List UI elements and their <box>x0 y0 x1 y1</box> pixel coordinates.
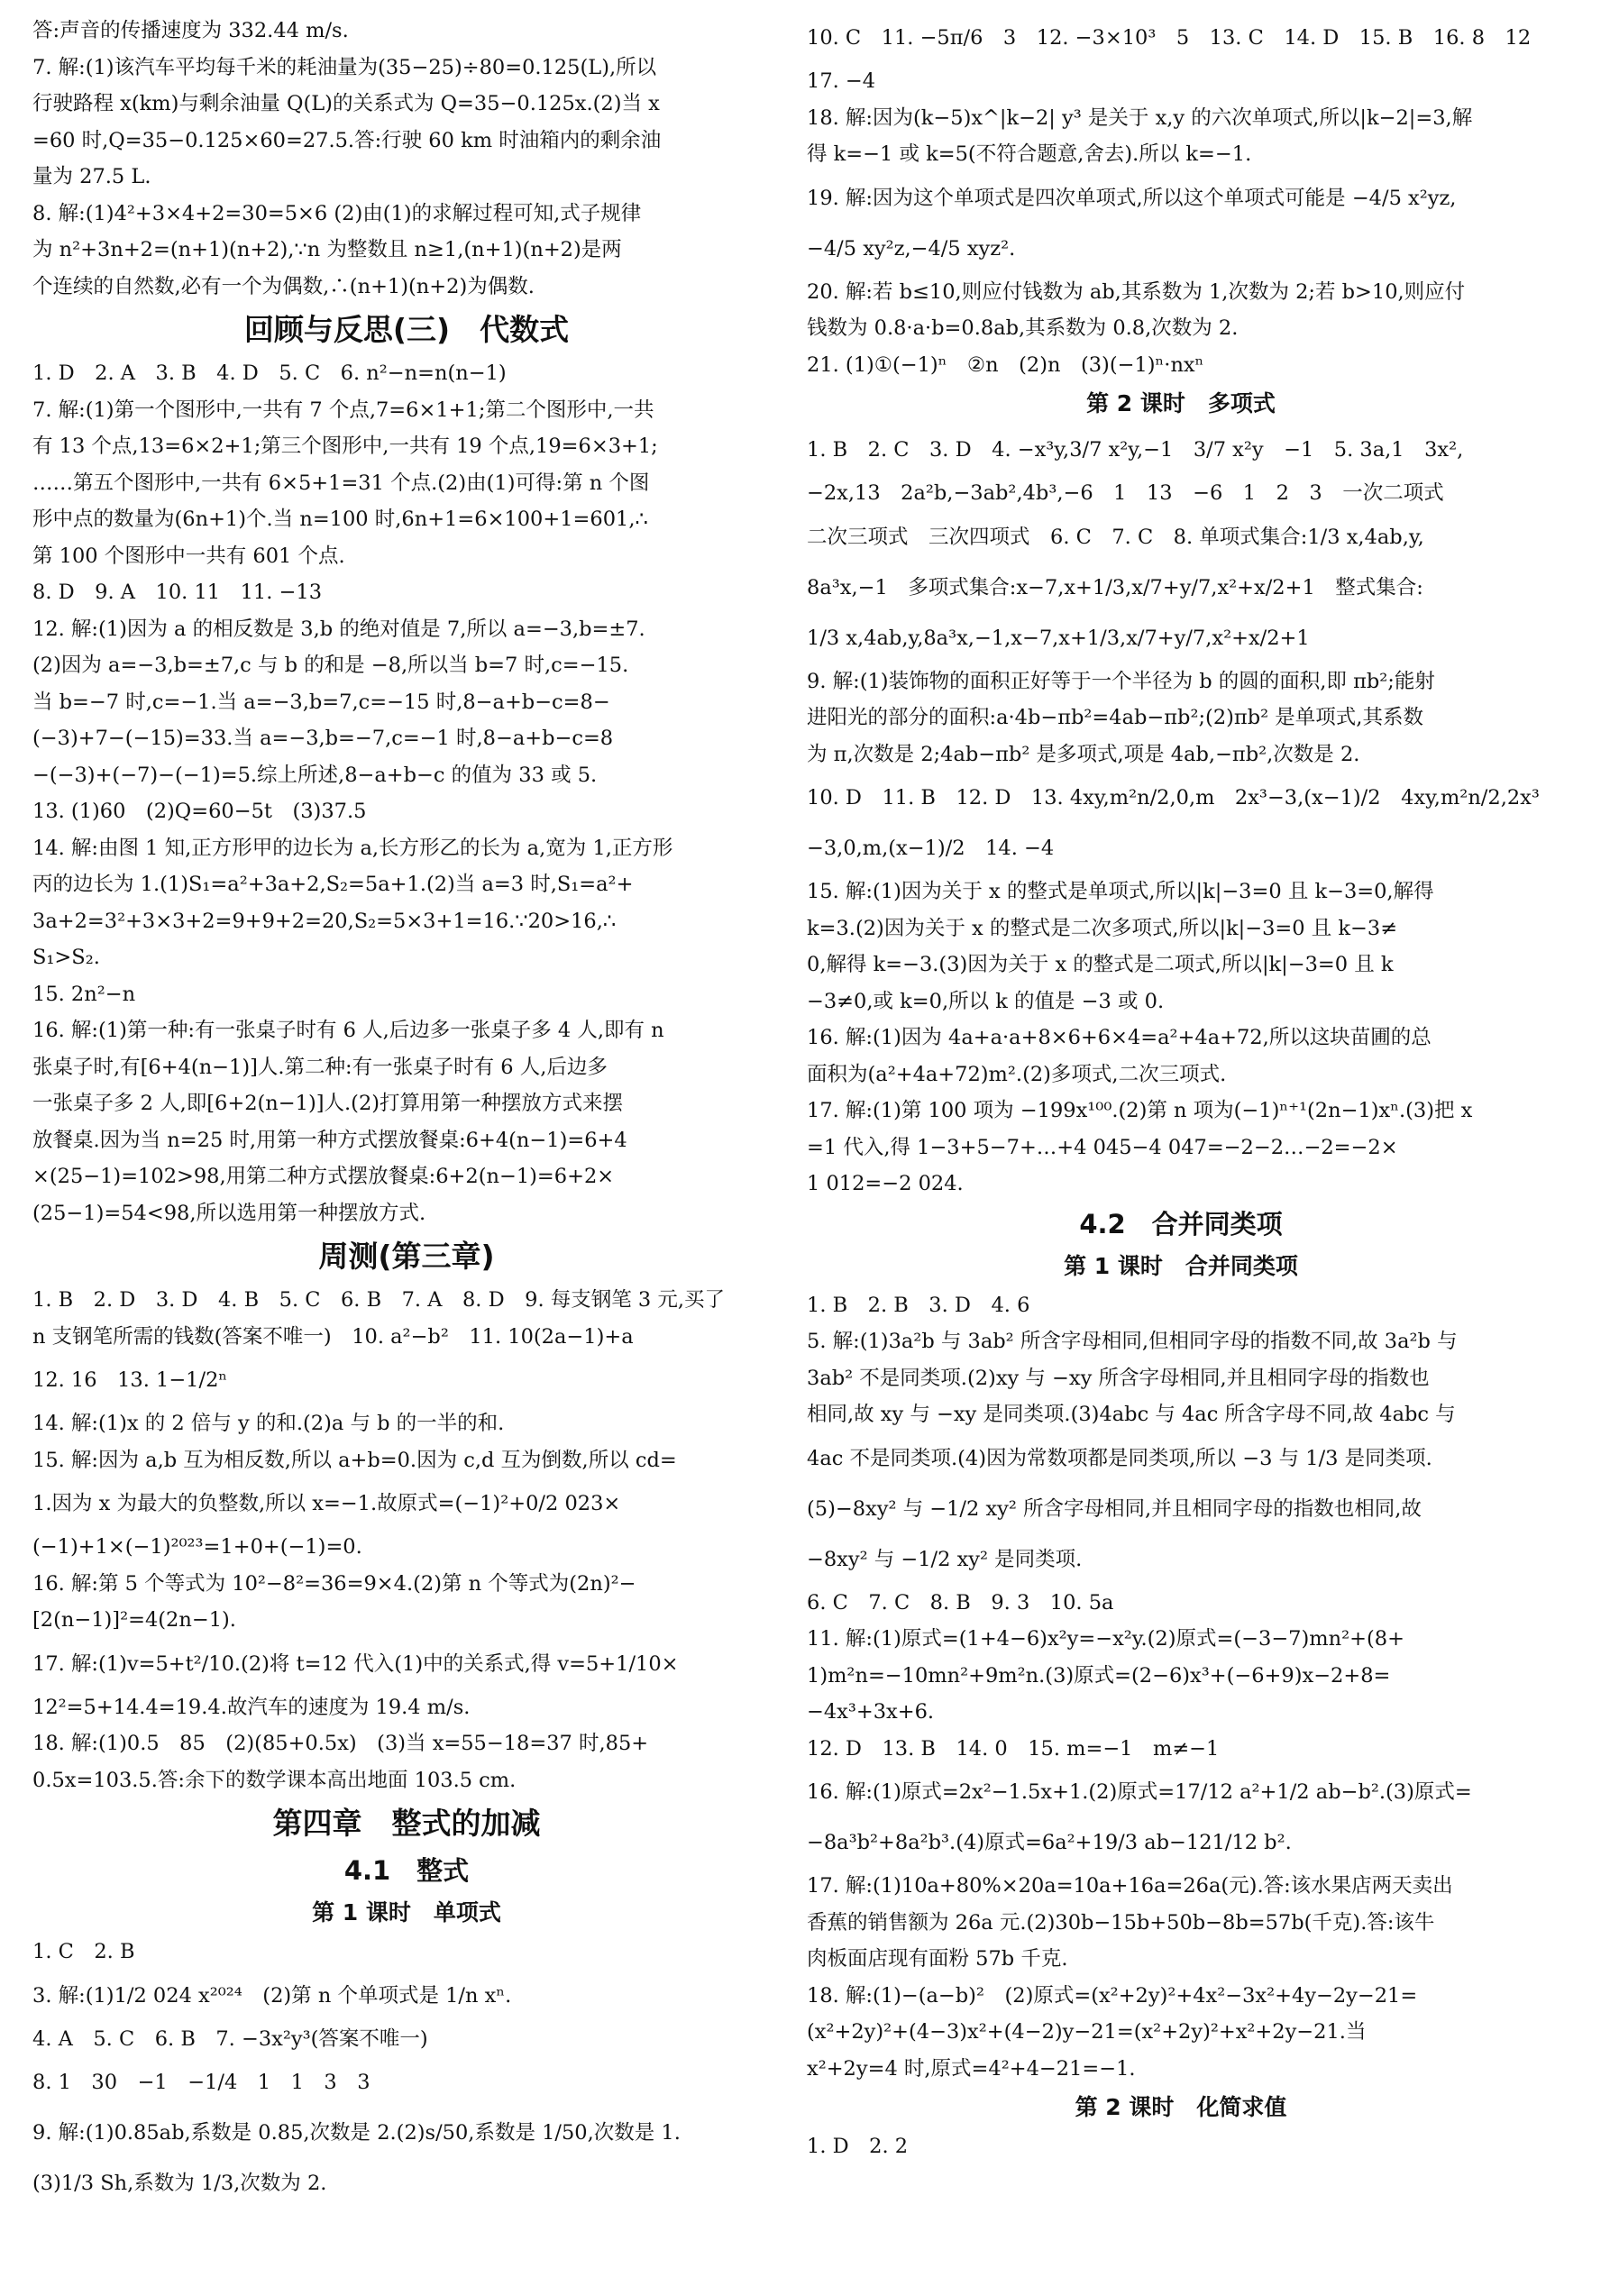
answer-line: 18. 解:(1)−(a−b)² (2)原式=(x²+2y)²+4x²−3x²+4y−2y−21= <box>807 1983 1418 2008</box>
answer-line: 9. 解:(1)装饰物的面积正好等于一个半径为 b 的圆的面积,即 πb²;能射 <box>807 669 1435 693</box>
answer-line: 12²=5+14.4=19.4.故汽车的速度为 19.4 m/s. <box>32 1695 471 1719</box>
answer-line: 17. 解:(1)第 100 项为 −199x¹⁰⁰.(2)第 n 项为(−1)ⁿ⁺¹(2n−1)xⁿ.(3)把 x <box>807 1099 1473 1122</box>
answer-line: 1. D 2. A 3. B 4. D 5. C 6. n²−n=n(n−1) <box>32 361 507 385</box>
answer-line: 钱数为 0.8·a·b=0.8ab,其系数为 0.8,次数为 2. <box>807 316 1239 340</box>
answer-line: 当 b=−7 时,c=−1.当 a=−3,b=7,c=−15 时,8−a+b−c=8− <box>32 690 610 714</box>
answer-line: 1)m²n=−10mn²+9m²n.(3)原式=(2−6)x³+(−6+9)x−2+8= <box>807 1663 1391 1688</box>
answer-line: 为 π,次数是 2;4ab−πb² 是多项式,项是 4ab,−πb²,次数是 2. <box>807 742 1360 766</box>
answer-line: 3. 解:(1)1/2 024 x²⁰²⁴ (2)第 n 个单项式是 1/n xⁿ. <box>32 1983 512 2008</box>
answer-line: 8. D 9. A 10. 11 11. −13 <box>32 581 323 604</box>
answer-line: 12. 16 13. 1−1/2ⁿ <box>32 1368 228 1392</box>
answer-line: 4ac 不是同类项.(4)因为常数项都是同类项,所以 −3 与 1/3 是同类项. <box>807 1446 1432 1470</box>
lesson-heading: 第 1 课时 单项式 <box>312 1899 501 1926</box>
answer-line: 21. (1)①(−1)ⁿ ②n (2)n (3)(−1)ⁿ·nxⁿ <box>807 352 1204 377</box>
answer-line: 12. D 13. B 14. 0 15. m=−1 m≠−1 <box>807 1736 1220 1761</box>
answer-line: ……第五个图形中,一共有 6×5+1=31 个点.(2)由(1)可得:第 n 个图 <box>32 471 650 495</box>
answer-line: (25−1)=54<98,所以选用第一种摆放方式. <box>32 1201 426 1225</box>
lesson-heading: 第 1 课时 合并同类项 <box>1064 1252 1298 1279</box>
answer-line: 3a+2=3²+3×3+2=9+9+2=20,S₂=5×3+1=16.∵20>16,∴ <box>32 909 617 933</box>
answer-line: n 支钢笔所需的钱数(答案不唯一) 10. a²−b² 11. 10(2a−1)+a <box>32 1324 634 1349</box>
lesson-heading: 第 2 课时 多项式 <box>1086 390 1276 416</box>
answer-line: 1/3 x,4ab,y,8a³x,−1,x−7,x+1/3,x/7+y/7,x²+x/2+1 <box>807 626 1310 650</box>
answer-line: 8. 1 30 −1 −1/4 1 1 3 3 <box>32 2071 370 2094</box>
section-heading: 周测(第三章) <box>318 1239 495 1274</box>
answer-line: 16. 解:第 5 个等式为 10²−8²=36=9×4.(2)第 n 个等式为(2n)²− <box>32 1571 636 1596</box>
answer-line: −(−3)+(−7)−(−1)=5.综上所述,8−a+b−c 的值为 33 或 5. <box>32 763 598 787</box>
answer-line: 放餐桌.因为当 n=25 时,用第一种方式摆放餐桌:6+4(n−1)=6+4 <box>32 1128 627 1152</box>
answer-line: 1 012=−2 024. <box>807 1172 964 1195</box>
answer-line: 15. 解:因为 a,b 互为相反数,所以 a+b=0.因为 c,d 互为倒数,所以 cd= <box>32 1448 677 1472</box>
answer-line: 行驶路程 x(km)与剩余油量 Q(L)的关系式为 Q=35−0.125x.(2)当 x <box>32 92 660 115</box>
answer-line: ×(25−1)=102>98,用第二种方式摆放餐桌:6+2(n−1)=6+2× <box>32 1165 615 1188</box>
answer-line: 11. 解:(1)原式=(1+4−6)x²y=−x²y.(2)原式=(−3−7)mn²+(8+ <box>807 1627 1404 1651</box>
answer-line: =60 时,Q=35−0.125×60=27.5.答:行驶 60 km 时油箱内的剩余油 <box>32 128 662 152</box>
answer-line: 形中点的数量为(6n+1)个.当 n=100 时,6n+1=6×100+1=601,∴ <box>32 508 648 531</box>
answer-line: 量为 27.5 L. <box>32 165 151 188</box>
answer-line: 丙的边长为 1.(1)S₁=a²+3a+2,S₂=5a+1.(2)当 a=3 时,S₁=a²+ <box>32 873 634 896</box>
answer-line: −3,0,m,(x−1)/2 14. −4 <box>807 837 1055 860</box>
answer-line: (2)因为 a=−3,b=±7,c 与 b 的和是 −8,所以当 b=7 时,c=−15. <box>32 654 629 677</box>
answer-line: k=3.(2)因为关于 x 的整式是二次多项式,所以|k|−3=0 且 k−3≠ <box>807 916 1398 940</box>
answer-line: x²+2y=4 时,原式=4²+4−21=−1. <box>807 2056 1136 2081</box>
answer-line: =1 代入,得 1−3+5−7+…+4 045−4 047=−2−2…−2=−2× <box>807 1135 1398 1159</box>
answer-line: 12. 解:(1)因为 a 的相反数是 3,b 的绝对值是 7,所以 a=−3,b=±7. <box>32 617 645 641</box>
answer-line: 7. 解:(1)该汽车平均每千米的耗油量为(35−25)÷80=0.125(L),所以 <box>32 55 657 79</box>
right-column <box>807 13 1555 2165</box>
answer-line: −4x³+3x+6. <box>807 1700 935 1724</box>
answer-line: 15. 2n²−n <box>32 982 136 1006</box>
answer-line: 个连续的自然数,必有一个为偶数,∴(n+1)(n+2)为偶数. <box>32 274 535 298</box>
answer-line: 答:声音的传播速度为 332.44 m/s. <box>32 19 349 42</box>
answer-line: 5. 解:(1)3a²b 与 3ab² 所含字母相同,但相同字母的指数不同,故 3a²b 与 <box>807 1330 1458 1353</box>
answer-line: −2x,13 2a²b,−3ab²,4b³,−6 1 13 −6 1 2 3 一次二项式 <box>807 481 1444 505</box>
answer-line: 6. C 7. C 8. B 9. 3 10. 5a <box>807 1590 1114 1615</box>
answer-line: −8a³b²+8a²b³.(4)原式=6a²+19/3 ab−121/12 b². <box>807 1831 1292 1854</box>
answer-line: 17. −4 <box>807 69 876 93</box>
answer-line: 得 k=−1 或 k=5(不符合题意,舍去).所以 k=−1. <box>807 142 1252 166</box>
answer-line: 16. 解:(1)原式=2x²−1.5x+1.(2)原式=17/12 a²+1/2 ab−b².(3)原式= <box>807 1780 1472 1804</box>
answer-line: 16. 解:(1)因为 4a+a·a+8×6+6×4=a²+4a+72,所以这块苗圃的总 <box>807 1026 1432 1049</box>
subsection-heading: 4.2 合并同类项 <box>1079 1208 1283 1239</box>
answer-line: 19. 解:因为这个单项式是四次单项式,所以这个单项式可能是 −4/5 x²yz, <box>807 186 1457 210</box>
answer-line: S₁>S₂. <box>32 946 100 969</box>
answer-line: −8xy² 与 −1/2 xy² 是同类项. <box>807 1547 1083 1571</box>
answer-line: 肉板面店现有面粉 57b 千克. <box>807 1947 1068 1971</box>
answer-line: 第 100 个图形中一共有 601 个点. <box>32 544 345 568</box>
answer-line: 1.因为 x 为最大的负整数,所以 x=−1.故原式=(−1)²+0/2 023× <box>32 1492 621 1515</box>
answer-line: 1. C 2. B <box>32 1940 135 1963</box>
answer-line: 17. 解:(1)v=5+t²/10.(2)将 t=12 代入(1)中的关系式,得 v=5+1/10× <box>32 1651 679 1676</box>
answer-line: 10. D 11. B 12. D 13. 4xy,m²n/2,0,m 2x³−3,(x−1)/2 4xy,m²n/2,2x³ <box>807 786 1540 810</box>
answer-line: 16. 解:(1)第一种:有一张桌子时有 6 人,后边多一张桌子多 4 人,即有 n <box>32 1019 664 1042</box>
answer-line: 面积为(a²+4a+72)m².(2)多项式,二次三项式. <box>807 1062 1227 1086</box>
answer-line: (−1)+1×(−1)²⁰²³=1+0+(−1)=0. <box>32 1535 362 1559</box>
answer-line: 15. 解:(1)因为关于 x 的整式是单项式,所以|k|−3=0 且 k−3=0,解得 <box>807 880 1434 903</box>
answer-line: 18. 解:因为(k−5)x^|k−2| y³ 是关于 x,y 的六次单项式,所以|k−2|=3,解 <box>807 105 1473 130</box>
answer-line: 17. 解:(1)10a+80%×20a=10a+16a=26a(元).答:该水果店两天卖出 <box>807 1874 1453 1898</box>
answer-line: (3)1/3 Sh,系数为 1/3,次数为 2. <box>32 2172 327 2195</box>
answer-line: 13. (1)60 (2)Q=60−5t (3)37.5 <box>32 800 367 823</box>
answer-line: 有 13 个点,13=6×2+1;第三个图形中,一共有 19 个点,19=6×3+1; <box>32 435 658 458</box>
answer-line: 9. 解:(1)0.85ab,系数是 0.85,次数是 2.(2)s/50,系数是 1/50,次数是 1. <box>32 2121 681 2145</box>
answer-line: 张桌子时,有[6+4(n−1)]人.第二种:有一张桌子时有 6 人,后边多 <box>32 1055 608 1079</box>
answer-line: 相同,故 xy 与 −xy 是同类项.(3)4abc 与 4ac 所含字母不同,故 4abc 与 <box>807 1403 1456 1426</box>
answer-line: 10. C 11. −5π/6 3 12. −3×10³ 5 13. C 14. D 15. B 16. 8 12 <box>807 26 1532 50</box>
section-heading: 第四章 整式的加减 <box>272 1806 541 1841</box>
answer-line: 14. 解:由图 1 知,正方形甲的边长为 a,长方形乙的长为 a,宽为 1,正方形 <box>32 836 673 860</box>
answer-line: 8. 解:(1)4²+3×4+2=30=5×6 (2)由(1)的求解过程可知,式子规律 <box>32 201 642 225</box>
answer-line: 二次三项式 三次四项式 6. C 7. C 8. 单项式集合:1/3 x,4ab,y, <box>807 525 1424 549</box>
answer-line: 7. 解:(1)第一个图形中,一共有 7 个点,7=6×1+1;第二个图形中,一共 <box>32 398 654 422</box>
lesson-heading: 第 2 课时 化简求值 <box>1075 2094 1287 2120</box>
answer-line: 0.5x=103.5.答:余下的数学课本高出地面 103.5 cm. <box>32 1768 517 1792</box>
answer-line: (5)−8xy² 与 −1/2 xy² 所含字母相同,并且相同字母的指数也相同,故 <box>807 1496 1422 1521</box>
answer-line: 1. B 2. C 3. D 4. −x³y,3/7 x²y,−1 3/7 x²y −1 5. 3a,1 3x², <box>807 438 1464 462</box>
answer-line: −4/5 xy²z,−4/5 xyz². <box>807 236 1016 261</box>
answer-line: 3ab² 不是同类项.(2)xy 与 −xy 所含字母相同,并且相同字母的指数也 <box>807 1366 1430 1390</box>
answer-line: 8a³x,−1 多项式集合:x−7,x+1/3,x/7+y/7,x²+x/2+1 整式集合: <box>807 575 1423 599</box>
answer-line: 4. A 5. C 6. B 7. −3x²y³(答案不唯一) <box>32 2026 428 2051</box>
answer-line: −3≠0,或 k=0,所以 k 的值是 −3 或 0. <box>807 989 1165 1013</box>
answer-line: 18. 解:(1)0.5 85 (2)(85+0.5x) (3)当 x=55−18=37 时,85+ <box>32 1732 649 1755</box>
left-column <box>32 13 781 2209</box>
answer-line: 20. 解:若 b≤10,则应付钱数为 ab,其系数为 1,次数为 2;若 b>10,则应付 <box>807 279 1466 304</box>
answer-line: 14. 解:(1)x 的 2 倍与 y 的和.(2)a 与 b 的一半的和. <box>32 1412 505 1435</box>
answer-line: (x²+2y)²+(4−3)x²+(4−2)y−21=(x²+2y)²+x²+2y−21.当 <box>807 2020 1367 2044</box>
answer-line: 0,解得 k=−3.(3)因为关于 x 的整式是二项式,所以|k|−3=0 且 k <box>807 953 1394 976</box>
answer-line: 香蕉的销售额为 26a 元.(2)30b−15b+50b−8b=57b(千克).答:该牛 <box>807 1910 1435 1935</box>
subsection-heading: 4.1 整式 <box>343 1855 470 1886</box>
answer-line: 1. B 2. B 3. D 4. 6 <box>807 1293 1030 1317</box>
answer-line: [2(n−1)]²=4(2n−1). <box>32 1608 236 1632</box>
answer-line: 1. D 2. 2 <box>807 2135 909 2158</box>
section-heading: 回顾与反思(三) 代数式 <box>243 312 570 347</box>
answer-line: 为 n²+3n+2=(n+1)(n+2),∵n 为整数且 n≥1,(n+1)(n+2)是两 <box>32 238 622 261</box>
answer-line: 一张桌子多 2 人,即[6+2(n−1)]人.(2)打算用第一种摆放方式来摆 <box>32 1092 624 1115</box>
answer-line: 进阳光的部分的面积:a·4b−πb²=4ab−πb²;(2)πb² 是单项式,其系数 <box>807 706 1423 729</box>
answer-line: 1. B 2. D 3. D 4. B 5. C 6. B 7. A 8. D 9. 每支钢笔 3 元,买了 <box>32 1288 726 1312</box>
answer-line: (−3)+7−(−15)=33.当 a=−3,b=−7,c=−1 时,8−a+b−c=8 <box>32 727 614 750</box>
